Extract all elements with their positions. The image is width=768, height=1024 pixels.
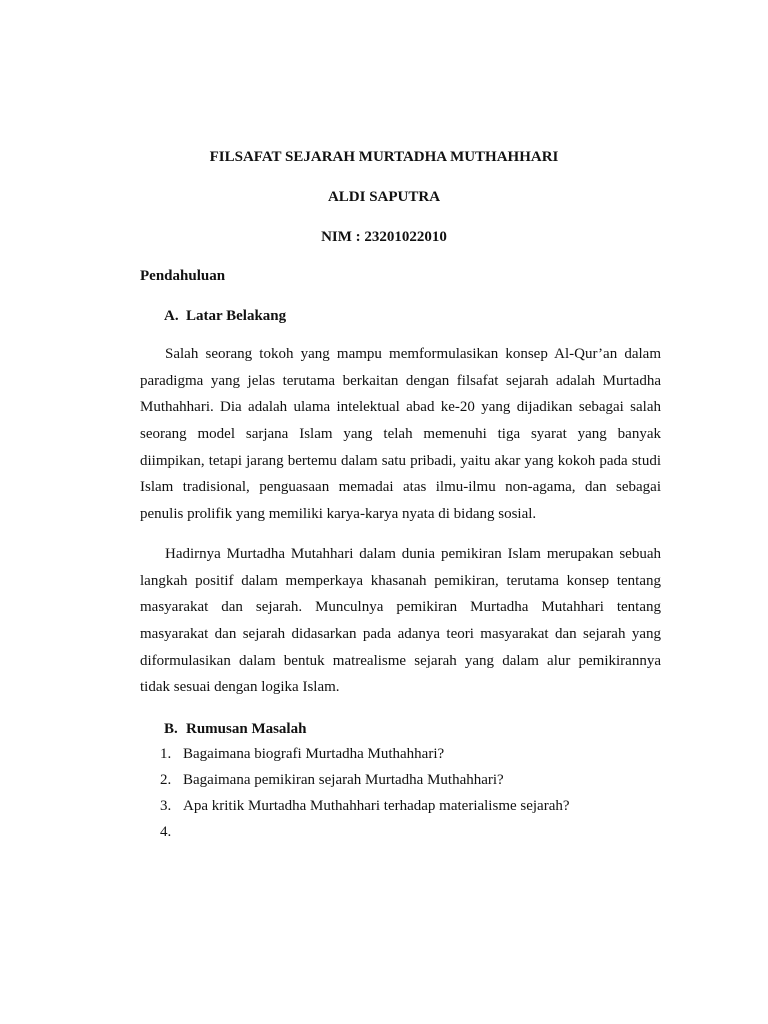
paragraph-line: Islam tradisional, penguasaan memadai atas ilmu-ilmu non-agama, dan sebagai xyxy=(140,479,661,496)
subsection-marker: B. xyxy=(164,721,178,737)
paragraph-latar-belakang-1 xyxy=(140,341,661,528)
list-item-text: Bagaimana pemikiran sejarah Murtadha Muthahhari? xyxy=(183,772,504,788)
research-questions-list xyxy=(160,741,660,845)
list-item-number: 4. xyxy=(160,824,172,840)
subsection-heading-latar-belakang xyxy=(164,307,286,325)
list-item-text: Apa kritik Murtadha Muthahhari terhadap materialisme sejarah? xyxy=(183,798,570,814)
paragraph-line: masyarakat dan sejarah. Munculnya pemikiran Murtadha Mutahhari tentang xyxy=(140,599,661,616)
paragraph-line: masyarakat dan sejarah didasarkan pada adanya teori masyarakat dan sejarah yang xyxy=(140,626,661,643)
paragraph-line: diimpikan, tetapi jarang bertemu dalam satu pribadi, yaitu akar yang kokoh pada studi xyxy=(140,452,661,469)
list-item-number: 2. xyxy=(160,772,172,788)
paragraph-line: tidak sesuai dengan logika Islam. xyxy=(140,679,340,696)
student-id: NIM : 23201022010 xyxy=(321,229,447,245)
paragraph-line: paradigma yang jelas terutama berkaitan dengan filsafat sejarah adalah Murtadha xyxy=(140,372,661,389)
document-title: FILSAFAT SEJARAH MURTADHA MUTHAHHARI xyxy=(209,149,559,165)
paragraph-line: Muthahhari. Dia adalah ulama intelektual abad ke-20 yang dijadikan sebagai salah xyxy=(140,399,661,416)
paragraph-line: diformulasikan dalam bentuk matrealisme sejarah yang dalam alur pemikirannya xyxy=(140,652,661,669)
paragraph-line: penulis prolifik yang memiliki karya-karya nyata di bidang sosial. xyxy=(140,506,537,523)
subsection-marker: A. xyxy=(164,308,179,324)
list-item xyxy=(160,819,660,845)
list-item xyxy=(160,741,660,767)
paragraph-line: Hadirnya Murtadha Mutahhari dalam dunia pemikiran Islam merupakan sebuah xyxy=(165,546,661,562)
list-item-number: 1. xyxy=(160,746,172,762)
paragraph-line: Salah seorang tokoh yang mampu memformulasikan konsep Al-Qur’an dalam xyxy=(165,346,661,362)
paragraph-line: langkah positif dalam memperkaya khasanah pemikiran, terutama konsep tentang xyxy=(140,572,661,589)
subsection-heading-rumusan-masalah xyxy=(164,720,306,738)
list-item xyxy=(160,793,660,819)
subsection-label: Latar Belakang xyxy=(186,308,287,324)
paragraph-latar-belakang-2 xyxy=(140,541,661,701)
subsection-label: Rumusan Masalah xyxy=(186,721,307,737)
author-name: ALDI SAPUTRA xyxy=(327,189,441,205)
list-item-number: 3. xyxy=(160,798,172,814)
list-item xyxy=(160,767,660,793)
paragraph-line: seorang model sarjana Islam yang telah memenuhi tiga syarat yang banyak xyxy=(140,426,661,443)
section-heading-pendahuluan: Pendahuluan xyxy=(140,268,226,284)
list-item-text: Bagaimana biografi Murtadha Muthahhari? xyxy=(183,746,445,762)
